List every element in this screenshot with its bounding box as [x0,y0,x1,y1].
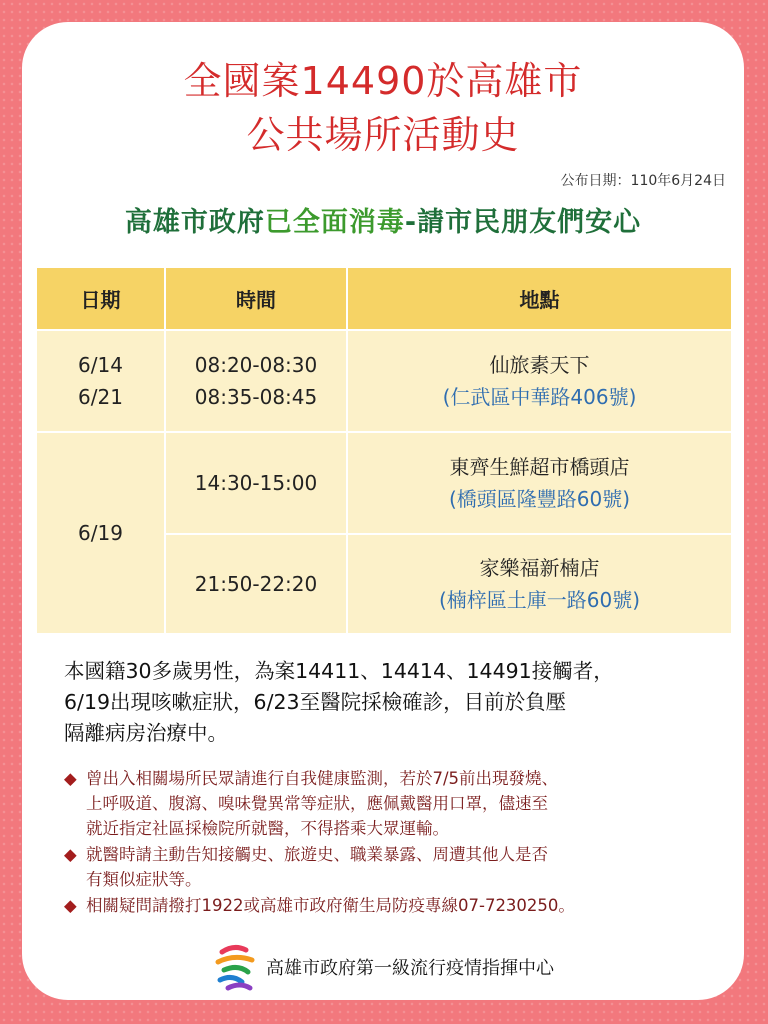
date-value: 6/19 [78,521,123,545]
place-cell [347,432,731,534]
subtitle [22,200,744,239]
diamond-icon: ◆ [64,845,77,864]
poster-card [22,22,744,1000]
place-name: 仙旅素天下 [489,353,590,377]
subtitle-part-3: -請市民朋友們安心 [404,207,642,238]
description-line: 隔離病房治療中。 [64,721,228,745]
header-place: 地點 [347,268,731,330]
footer-organization: 高雄市政府第一級流行疫情指揮中心 [266,958,554,979]
subtitle-part-1: 高雄市政府 [124,207,265,238]
case-description [64,656,724,749]
note-line: 上呼吸道、腹瀉、嗅味覺異常等症狀，應佩戴醫用口罩，儘速至 [86,794,548,813]
schedule-table [37,268,731,635]
date-cell [37,432,165,634]
footer [22,942,744,992]
time-value: 08:20-08:30 [194,353,318,377]
place-name: 家樂福新楠店 [479,556,600,580]
diamond-icon: ◆ [64,769,77,788]
date-value: 6/21 [78,385,123,409]
header-date: 日期 [37,268,165,330]
place-cell [347,330,731,432]
table-row [37,432,731,534]
title-line-1: 全國案14490於高雄市 [183,59,583,103]
note-line: 曾出入相關場所民眾請進行自我健康監測，若於7/5前出現發燒、 [86,769,559,788]
time-value: 21:50-22:20 [194,572,318,596]
place-address: (仁武區中華路406號) [442,385,637,409]
time-cell [165,330,347,432]
note-line: 相關疑問請撥打1922或高雄市政府衛生局防疫專線07-7230250。 [86,896,575,915]
table-row [37,330,731,432]
time-cell [165,534,347,634]
note-line: 就近指定社區採檢院所就醫，不得搭乘大眾運輸。 [86,819,449,838]
notes-list [64,766,729,919]
place-address: (橋頭區隆豐路60號) [448,487,631,511]
note-line: 就醫時請主動告知接觸史、旅遊史、職業暴露、周遭其他人是否 [86,845,548,864]
title-line-2: 公共場所活動史 [246,113,520,157]
place-cell [347,534,731,634]
note-line: 有類似症狀等。 [86,870,202,889]
description-line: 6/19出現咳嗽症狀，6/23至醫院採檢確診，目前於負壓 [64,690,567,714]
note-item [64,842,729,892]
header-time: 時間 [165,268,347,330]
date-cell [37,330,165,432]
date-value: 6/14 [78,353,123,377]
description-line: 本國籍30多歲男性，為案14411、14414、14491接觸者， [64,659,614,683]
diamond-icon: ◆ [64,896,77,915]
time-cell [165,432,347,534]
table-header-row [37,268,731,330]
time-value: 14:30-15:00 [194,471,318,495]
note-item [64,766,729,841]
subtitle-part-2: 已全面消毒 [264,207,405,238]
note-item [64,893,729,918]
kaohsiung-city-logo-icon [212,942,258,992]
place-name: 東齊生鮮超市橋頭店 [449,455,630,479]
publish-date: 公布日期：110年6月24日 [560,173,726,189]
time-value: 08:35-08:45 [194,385,318,409]
place-address: (楠梓區土庫一路60號) [438,588,641,612]
